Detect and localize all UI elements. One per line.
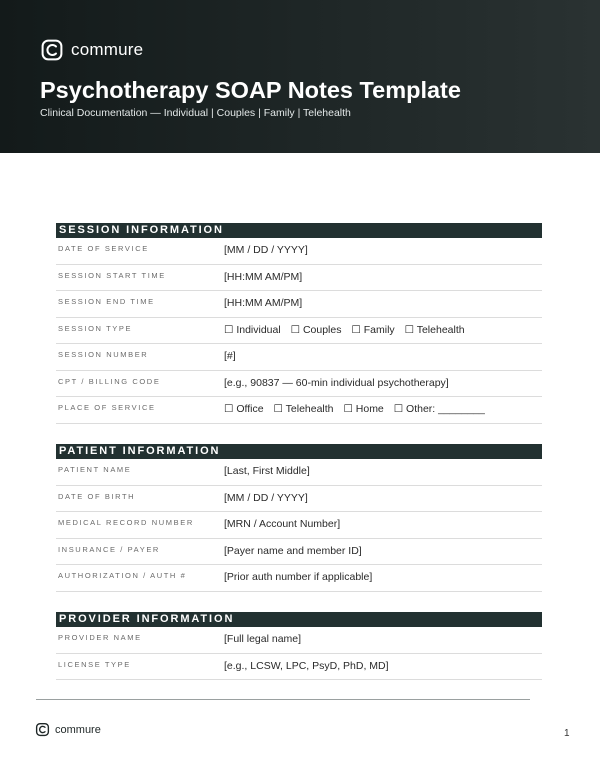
form-row [56,654,542,681]
cpt-billing-code-field[interactable]: [e.g., 90837 — 60-min individual psychotherapy] [224,376,449,389]
field-label: AUTHORIZATION / AUTH # [58,571,187,580]
insurance-payer-field[interactable]: [Payer name and member ID] [224,544,362,557]
form-row [56,265,542,292]
form-row [56,238,542,265]
field-label: INSURANCE / PAYER [58,544,160,554]
date-of-service-field[interactable]: [MM / DD / YYYY] [224,244,308,256]
field-label: CPT / BILLING CODE [58,376,161,386]
form-row [56,397,542,424]
session-type-options [224,324,472,336]
session-information-section [56,223,542,424]
footer-divider [36,699,530,700]
field-label: SESSION TYPE [58,323,133,333]
form-row [56,344,542,371]
provider-information-section [56,612,542,680]
field-label: SESSION START TIME [58,270,166,280]
form-row [56,318,542,345]
field-label: LICENSE TYPE [58,659,131,669]
medical-record-number-field[interactable]: [MRN / Account Number] [224,518,341,530]
patient-information-section [56,444,542,592]
field-label: PROVIDER NAME [58,633,142,642]
header-brand [40,38,143,62]
footer-brand [35,722,101,737]
checkbox-family[interactable]: ☐ Family [351,323,395,336]
section-header: SESSION INFORMATION [56,223,542,238]
session-start-time-field[interactable]: [HH:MM AM/PM] [224,270,303,283]
page-number: 1 [564,728,570,739]
provider-name-field[interactable]: [Full legal name] [224,633,302,645]
field-label: PATIENT NAME [58,465,132,474]
footer-brand-name: commure [55,723,101,736]
commure-logo-icon [40,38,64,62]
brand-name: commure [71,40,144,59]
section-header: PATIENT INFORMATION [56,444,542,459]
authorization-field[interactable]: [Prior auth number if applicable] [224,571,373,583]
checkbox-individual[interactable]: ☐ Individual [224,323,281,336]
page-title: Psychotherapy SOAP Notes Template [40,77,461,103]
section-header: PROVIDER INFORMATION [56,612,542,627]
patient-name-field[interactable]: [Last, First Middle] [224,465,310,477]
form-row [56,627,542,654]
document-header [0,0,600,153]
field-label: PLACE OF SERVICE [58,403,156,412]
field-label: SESSION END TIME [58,297,155,306]
field-label: DATE OF SERVICE [58,244,149,253]
place-of-service-options [224,403,492,415]
form-row [56,459,542,486]
form-row [56,565,542,592]
session-number-field[interactable]: [#] [224,350,236,362]
session-end-time-field[interactable]: [HH:MM AM/PM] [224,297,303,309]
checkbox-telehealth[interactable]: ☐ Telehealth [273,403,334,415]
checkbox-couples[interactable]: ☐ Couples [290,323,342,336]
checkbox-telehealth[interactable]: ☐ Telehealth [404,323,465,336]
page-subtitle: Clinical Documentation — Individual | Couples | Family | Telehealth [40,107,351,119]
form-row [56,512,542,539]
license-type-field[interactable]: [e.g., LCSW, LPC, PsyD, PhD, MD] [224,659,389,672]
field-label: DATE OF BIRTH [58,491,136,501]
form-row [56,539,542,566]
form-row [56,291,542,318]
checkbox-office[interactable]: ☐ Office [224,403,264,415]
form-row [56,371,542,398]
checkbox-other[interactable]: ☐ Other: ________ [393,403,485,415]
commure-logo-icon [35,722,50,737]
checkbox-home[interactable]: ☐ Home [343,403,384,415]
form-row [56,486,542,513]
field-label: MEDICAL RECORD NUMBER [58,518,194,527]
field-label: SESSION NUMBER [58,350,149,359]
date-of-birth-field[interactable]: [MM / DD / YYYY] [224,491,308,504]
